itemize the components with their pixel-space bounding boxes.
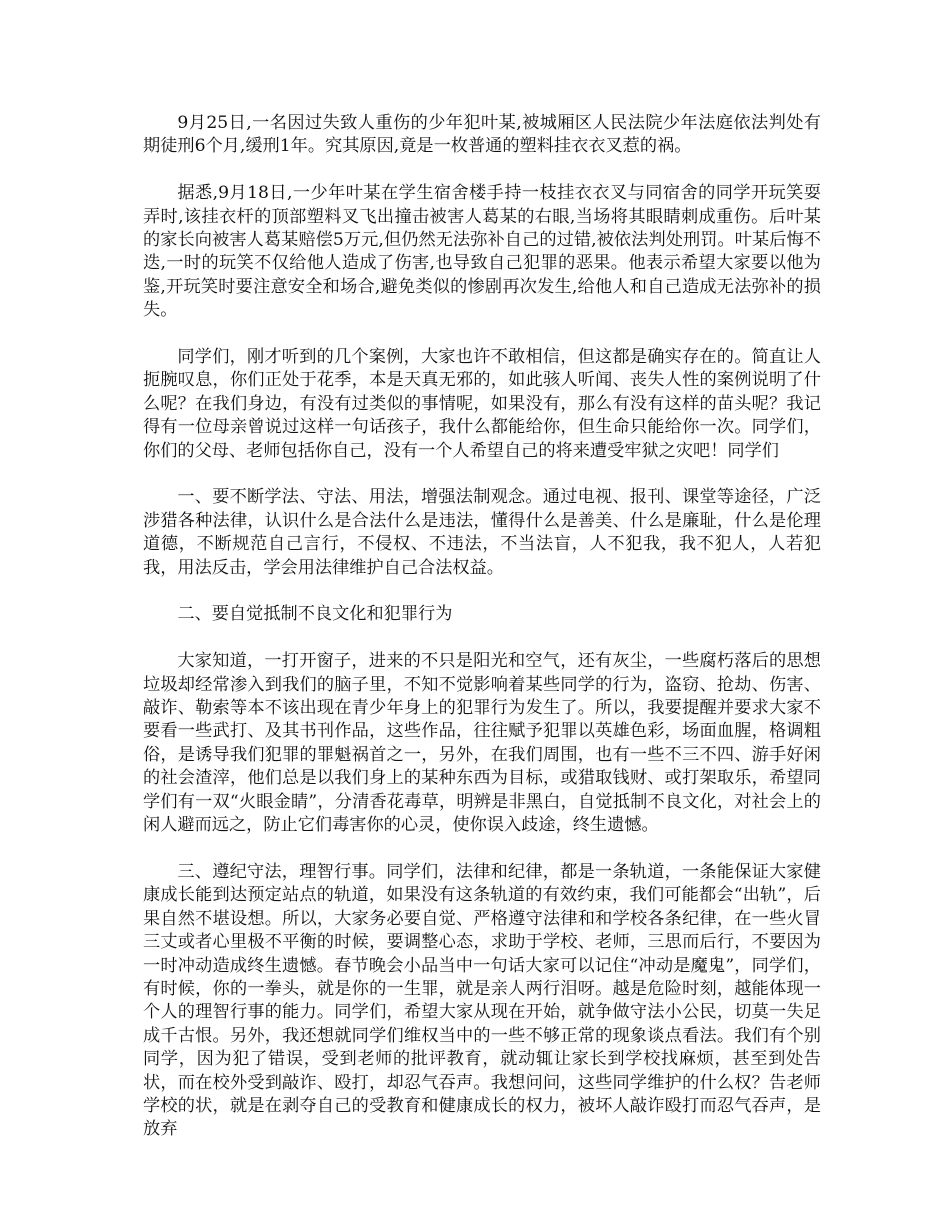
- paragraph-point-one: 一、要不断学法、守法、用法，增强法制观念。通过电视、报刊、课堂等途径，广泛涉猎各种法律，认识什么是合法什么是违法，懂得什么是善美、什么是廉耻，什么是伦理道德，不断规范自己言行，不侵权、不违法，不当法盲，人不犯我，我不犯人，人若犯我，用法反击，学会用法律维护自己合法权益。: [143, 487, 821, 578]
- paragraph-bad-culture: 大家知道，一打开窗子，进来的不只是阳光和空气，还有灰尘，一些腐朽落后的思想垃圾却经常渗入到我们的脑子里，不知不觉影响着某些同学的行为，盗窃、抢劫、伤害、敲诈、勒索等本不该出现在青少年身上的犯罪行为发生了。所以，我要提醒并要求大家不要看一些武打、及其书刊作品，这些作品，往往赋予犯罪以英雄色彩，场面血腥，格调粗俗，是诱导我们犯罪的罪魁祸首之一，另外，在我们周围，也有一些不三不四、游手好闲的社会渣滓，他们总是以我们身上的某种东西为目标，或猎取钱财、或打架取乐，希望同学们有一双“火眼金睛”，分清香花毒草，明辨是非黑白，自觉抵制不良文化，对社会上的闲人避而远之，防止它们毒害你的心灵，使你误入歧途，终生遗憾。: [143, 651, 821, 836]
- paragraph-address-students: 同学们，刚才听到的几个案例，大家也许不敢相信，但这都是确实存在的。简直让人扼腕叹息，你们正处于花季，本是天真无邪的，如此骇人听闻、丧失人性的案例说明了什么呢？在我们身边，有没有过类似的事情呢，如果没有，那么有没有这样的苗头呢？我记得有一位母亲曾说过这样一句话孩子，我什么都能给你，但生命只能给你一次。同学们，你们的父母、老师包括你自己，没有一个人希望自己的将来遭受牢狱之灾吧！同学们: [143, 347, 821, 461]
- paragraph-point-two-heading: 二、要自觉抵制不良文化和犯罪行为: [177, 604, 453, 625]
- paragraph-case-details: 据悉,9月18日,一少年叶某在学生宿舍楼手持一枝挂衣衣叉与同宿舍的同学开玩笑耍弄时,该挂衣杆的顶部塑料叉飞出撞击被害人葛某的右眼,当场将其眼睛刺成重伤。后叶某的家长向被害人葛某赔偿5万元,但仍然无法弥补自己的过错,被依法判处刑罚。叶某后悔不迭,一时的玩笑不仅给他人造成了伤害,也导致自己犯罪的恶果。他表示希望大家要以他为鉴,开玩笑时要注意安全和场合,避免类似的惨剧再次发生,给他人和自己造成无法弥补的损失。: [143, 183, 821, 321]
- paragraph-case-summary: 9月25日,一名因过失致人重伤的少年犯叶某,被城厢区人民法院少年法庭依法判处有期徒刑6个月,缓刑1年。究其原因,竟是一枚普通的塑料挂衣衣叉惹的祸。: [143, 113, 821, 157]
- paragraph-point-three: 三、遵纪守法，理智行事。同学们，法律和纪律，都是一条轨道，一条能保证大家健康成长能到达预定站点的轨道，如果没有这条轨道的有效约束，我们可能都会“出轨”，后果自然不堪设想。所以，大家务必要自觉、严格遵守法律和和学校各条纪律，在一些火冒三丈或者心里极不平衡的时候，要调整心态，求助于学校、老师，三思而后行，不要因为一时冲动造成终生遗憾。春节晚会小品当中一句话大家可以记住“冲动是魔鬼”，同学们，有时候，你的一拳头，就是你的一生罪，就是亲人两行泪呀。越是危险时刻，越能体现一个人的理智行事的能力。同学们，希望大家从现在开始，就争做守法小公民，切莫一失足成千古恨。另外，我还想就同学们维权当中的一些不够正常的现象谈点看法。我们有个别同学，因为犯了错误，受到老师的批评教育，就动辄让家长到学校找麻烦，甚至到处告状，而在校外受到敲诈、殴打，却忍气吞声。我想问问，这些同学维护的什么权？告老师学校的状，就是在剥夺自己的受教育和健康成长的权力，被坏人敲诈殴打而忍气吞声，是放弃: [143, 861, 821, 1140]
- document-body: [143, 112, 821, 1142]
